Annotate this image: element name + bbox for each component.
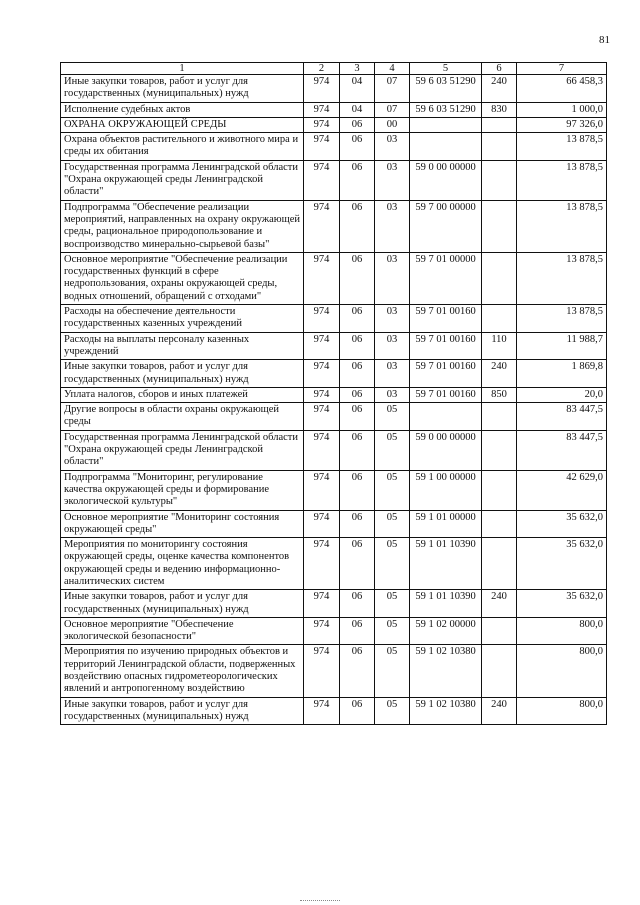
table-row (61, 160, 607, 200)
subsection-cell: 05 (375, 510, 410, 538)
amount-cell: 20,0 (517, 387, 607, 402)
amount-cell: 13 878,5 (517, 133, 607, 161)
target-article-cell: 59 7 01 00160 (410, 305, 482, 333)
target-article-cell: 59 1 01 10390 (410, 590, 482, 618)
amount-cell: 13 878,5 (517, 160, 607, 200)
admin-code-cell: 974 (304, 117, 340, 132)
admin-code-cell: 974 (304, 617, 340, 645)
expense-type-cell (482, 510, 517, 538)
admin-code-cell: 974 (304, 430, 340, 470)
amount-cell: 66 458,3 (517, 75, 607, 103)
admin-code-cell: 974 (304, 75, 340, 103)
table-row (61, 360, 607, 388)
section-cell: 06 (340, 403, 375, 431)
amount-cell: 800,0 (517, 697, 607, 725)
expense-type-cell: 240 (482, 697, 517, 725)
expense-type-cell (482, 538, 517, 590)
expense-name-cell: Мероприятия по мониторингу состояния окружающей среды, оценке качества компонентов окружающей среды и ведению информационно-аналитических систем (61, 538, 304, 590)
subsection-cell: 03 (375, 332, 410, 360)
subsection-cell: 05 (375, 590, 410, 618)
section-cell: 06 (340, 697, 375, 725)
table-row (61, 617, 607, 645)
admin-code-cell: 974 (304, 403, 340, 431)
expense-type-cell (482, 645, 517, 697)
amount-cell: 35 632,0 (517, 590, 607, 618)
expense-type-cell: 240 (482, 360, 517, 388)
expense-name-cell: Основное мероприятие "Мониторинг состояния окружающей среды" (61, 510, 304, 538)
section-cell: 06 (340, 470, 375, 510)
expense-type-cell (482, 117, 517, 132)
admin-code-cell: 974 (304, 697, 340, 725)
amount-cell: 13 878,5 (517, 200, 607, 252)
header-row (61, 63, 607, 75)
section-cell: 04 (340, 102, 375, 117)
subsection-cell: 05 (375, 470, 410, 510)
target-article-cell: 59 7 00 00000 (410, 200, 482, 252)
target-article-cell: 59 1 02 10380 (410, 697, 482, 725)
expense-type-cell: 110 (482, 332, 517, 360)
admin-code-cell: 974 (304, 200, 340, 252)
section-cell: 06 (340, 332, 375, 360)
subsection-cell: 03 (375, 252, 410, 304)
expense-type-cell: 240 (482, 590, 517, 618)
section-cell: 06 (340, 590, 375, 618)
table-row (61, 75, 607, 103)
target-article-cell: 59 7 01 00160 (410, 332, 482, 360)
amount-cell: 800,0 (517, 617, 607, 645)
section-cell: 06 (340, 252, 375, 304)
table-row (61, 252, 607, 304)
admin-code-cell: 974 (304, 160, 340, 200)
section-cell: 06 (340, 305, 375, 333)
admin-code-cell: 974 (304, 470, 340, 510)
admin-code-cell: 974 (304, 645, 340, 697)
table-row (61, 645, 607, 697)
subsection-cell: 03 (375, 387, 410, 402)
subsection-cell: 05 (375, 697, 410, 725)
expense-name-cell: Охрана объектов растительного и животного мира и среды их обитания (61, 133, 304, 161)
header-cell: 5 (410, 63, 482, 75)
target-article-cell: 59 1 02 10380 (410, 645, 482, 697)
target-article-cell: 59 1 00 00000 (410, 470, 482, 510)
subsection-cell: 00 (375, 117, 410, 132)
expense-type-cell: 240 (482, 75, 517, 103)
expense-type-cell: 830 (482, 102, 517, 117)
header-cell: 6 (482, 63, 517, 75)
expense-type-cell: 850 (482, 387, 517, 402)
budget-table (60, 62, 607, 725)
target-article-cell: 59 0 00 00000 (410, 430, 482, 470)
expense-type-cell (482, 430, 517, 470)
subsection-cell: 07 (375, 102, 410, 117)
page-bottom-mark (300, 900, 340, 901)
expense-name-cell: Мероприятия по изучению природных объектов и территорий Ленинградской области, подверженных воздействию опасных гидрометеорологических явлений и антропогенному воздействию (61, 645, 304, 697)
expense-name-cell: Другие вопросы в области охраны окружающей среды (61, 403, 304, 431)
subsection-cell: 03 (375, 160, 410, 200)
subsection-cell: 03 (375, 305, 410, 333)
expense-type-cell (482, 133, 517, 161)
target-article-cell (410, 133, 482, 161)
table-row (61, 470, 607, 510)
expense-type-cell (482, 470, 517, 510)
expense-type-cell (482, 200, 517, 252)
section-cell: 06 (340, 430, 375, 470)
subsection-cell: 03 (375, 200, 410, 252)
amount-cell: 35 632,0 (517, 538, 607, 590)
table-row (61, 117, 607, 132)
table-row (61, 590, 607, 618)
header-cell: 7 (517, 63, 607, 75)
admin-code-cell: 974 (304, 102, 340, 117)
expense-name-cell: Иные закупки товаров, работ и услуг для государственных (муниципальных) нужд (61, 360, 304, 388)
section-cell: 04 (340, 75, 375, 103)
expense-name-cell: Иные закупки товаров, работ и услуг для государственных (муниципальных) нужд (61, 590, 304, 618)
section-cell: 06 (340, 510, 375, 538)
expense-name-cell: Иные закупки товаров, работ и услуг для государственных (муниципальных) нужд (61, 697, 304, 725)
amount-cell: 13 878,5 (517, 305, 607, 333)
admin-code-cell: 974 (304, 387, 340, 402)
target-article-cell: 59 7 01 00160 (410, 387, 482, 402)
target-article-cell: 59 7 01 00160 (410, 360, 482, 388)
table-row (61, 430, 607, 470)
target-article-cell: 59 6 03 51290 (410, 75, 482, 103)
admin-code-cell: 974 (304, 538, 340, 590)
section-cell: 06 (340, 117, 375, 132)
section-cell: 06 (340, 617, 375, 645)
section-cell: 06 (340, 645, 375, 697)
section-cell: 06 (340, 387, 375, 402)
admin-code-cell: 974 (304, 510, 340, 538)
header-cell: 3 (340, 63, 375, 75)
amount-cell: 42 629,0 (517, 470, 607, 510)
amount-cell: 83 447,5 (517, 403, 607, 431)
target-article-cell: 59 7 01 00000 (410, 252, 482, 304)
target-article-cell (410, 403, 482, 431)
admin-code-cell: 974 (304, 305, 340, 333)
expense-name-cell: Основное мероприятие "Обеспечение реализации государственных функций в сфере недропользования, охраны окружающей среды, водных отношений, обращений с отходами" (61, 252, 304, 304)
target-article-cell: 59 1 02 00000 (410, 617, 482, 645)
header-cell: 2 (304, 63, 340, 75)
expense-type-cell (482, 252, 517, 304)
section-cell: 06 (340, 538, 375, 590)
expense-name-cell: Подпрограмма "Обеспечение реализации мероприятий, направленных на охрану окружающей среды, рациональное природопользование и воспроизводство минерально-сырьевой базы" (61, 200, 304, 252)
subsection-cell: 03 (375, 133, 410, 161)
table-row (61, 403, 607, 431)
amount-cell: 800,0 (517, 645, 607, 697)
expense-name-cell: Основное мероприятие "Обеспечение экологической безопасности" (61, 617, 304, 645)
amount-cell: 83 447,5 (517, 430, 607, 470)
table-row (61, 305, 607, 333)
table-row (61, 510, 607, 538)
amount-cell: 35 632,0 (517, 510, 607, 538)
expense-name-cell: ОХРАНА ОКРУЖАЮЩЕЙ СРЕДЫ (61, 117, 304, 132)
subsection-cell: 07 (375, 75, 410, 103)
amount-cell: 11 988,7 (517, 332, 607, 360)
amount-cell: 1 869,8 (517, 360, 607, 388)
expense-name-cell: Расходы на выплаты персоналу казенных учреждений (61, 332, 304, 360)
table-row (61, 332, 607, 360)
subsection-cell: 05 (375, 645, 410, 697)
table-row (61, 102, 607, 117)
admin-code-cell: 974 (304, 332, 340, 360)
expense-name-cell: Государственная программа Ленинградской области "Охрана окружающей среды Ленинградской области" (61, 430, 304, 470)
page-number: 81 (599, 34, 610, 46)
target-article-cell: 59 1 01 10390 (410, 538, 482, 590)
target-article-cell (410, 117, 482, 132)
target-article-cell: 59 1 01 00000 (410, 510, 482, 538)
subsection-cell: 05 (375, 430, 410, 470)
subsection-cell: 03 (375, 360, 410, 388)
table-row (61, 200, 607, 252)
header-cell: 4 (375, 63, 410, 75)
expense-type-cell (482, 305, 517, 333)
expense-name-cell: Расходы на обеспечение деятельности государственных казенных учреждений (61, 305, 304, 333)
table-row (61, 133, 607, 161)
expense-name-cell: Государственная программа Ленинградской области "Охрана окружающей среды Ленинградской области" (61, 160, 304, 200)
section-cell: 06 (340, 360, 375, 388)
expense-name-cell: Уплата налогов, сборов и иных платежей (61, 387, 304, 402)
section-cell: 06 (340, 160, 375, 200)
expense-name-cell: Иные закупки товаров, работ и услуг для государственных (муниципальных) нужд (61, 75, 304, 103)
amount-cell: 13 878,5 (517, 252, 607, 304)
table-row (61, 387, 607, 402)
admin-code-cell: 974 (304, 590, 340, 618)
subsection-cell: 05 (375, 538, 410, 590)
admin-code-cell: 974 (304, 252, 340, 304)
target-article-cell: 59 0 00 00000 (410, 160, 482, 200)
expense-name-cell: Исполнение судебных актов (61, 102, 304, 117)
amount-cell: 97 326,0 (517, 117, 607, 132)
admin-code-cell: 974 (304, 360, 340, 388)
expense-type-cell (482, 160, 517, 200)
section-cell: 06 (340, 133, 375, 161)
admin-code-cell: 974 (304, 133, 340, 161)
section-cell: 06 (340, 200, 375, 252)
subsection-cell: 05 (375, 617, 410, 645)
expense-type-cell (482, 403, 517, 431)
expense-type-cell (482, 617, 517, 645)
subsection-cell: 05 (375, 403, 410, 431)
expense-name-cell: Подпрограмма "Мониторинг, регулирование качества окружающей среды и формирование экологической культуры" (61, 470, 304, 510)
amount-cell: 1 000,0 (517, 102, 607, 117)
table-row (61, 697, 607, 725)
table-row (61, 538, 607, 590)
header-cell: 1 (61, 63, 304, 75)
target-article-cell: 59 6 03 51290 (410, 102, 482, 117)
